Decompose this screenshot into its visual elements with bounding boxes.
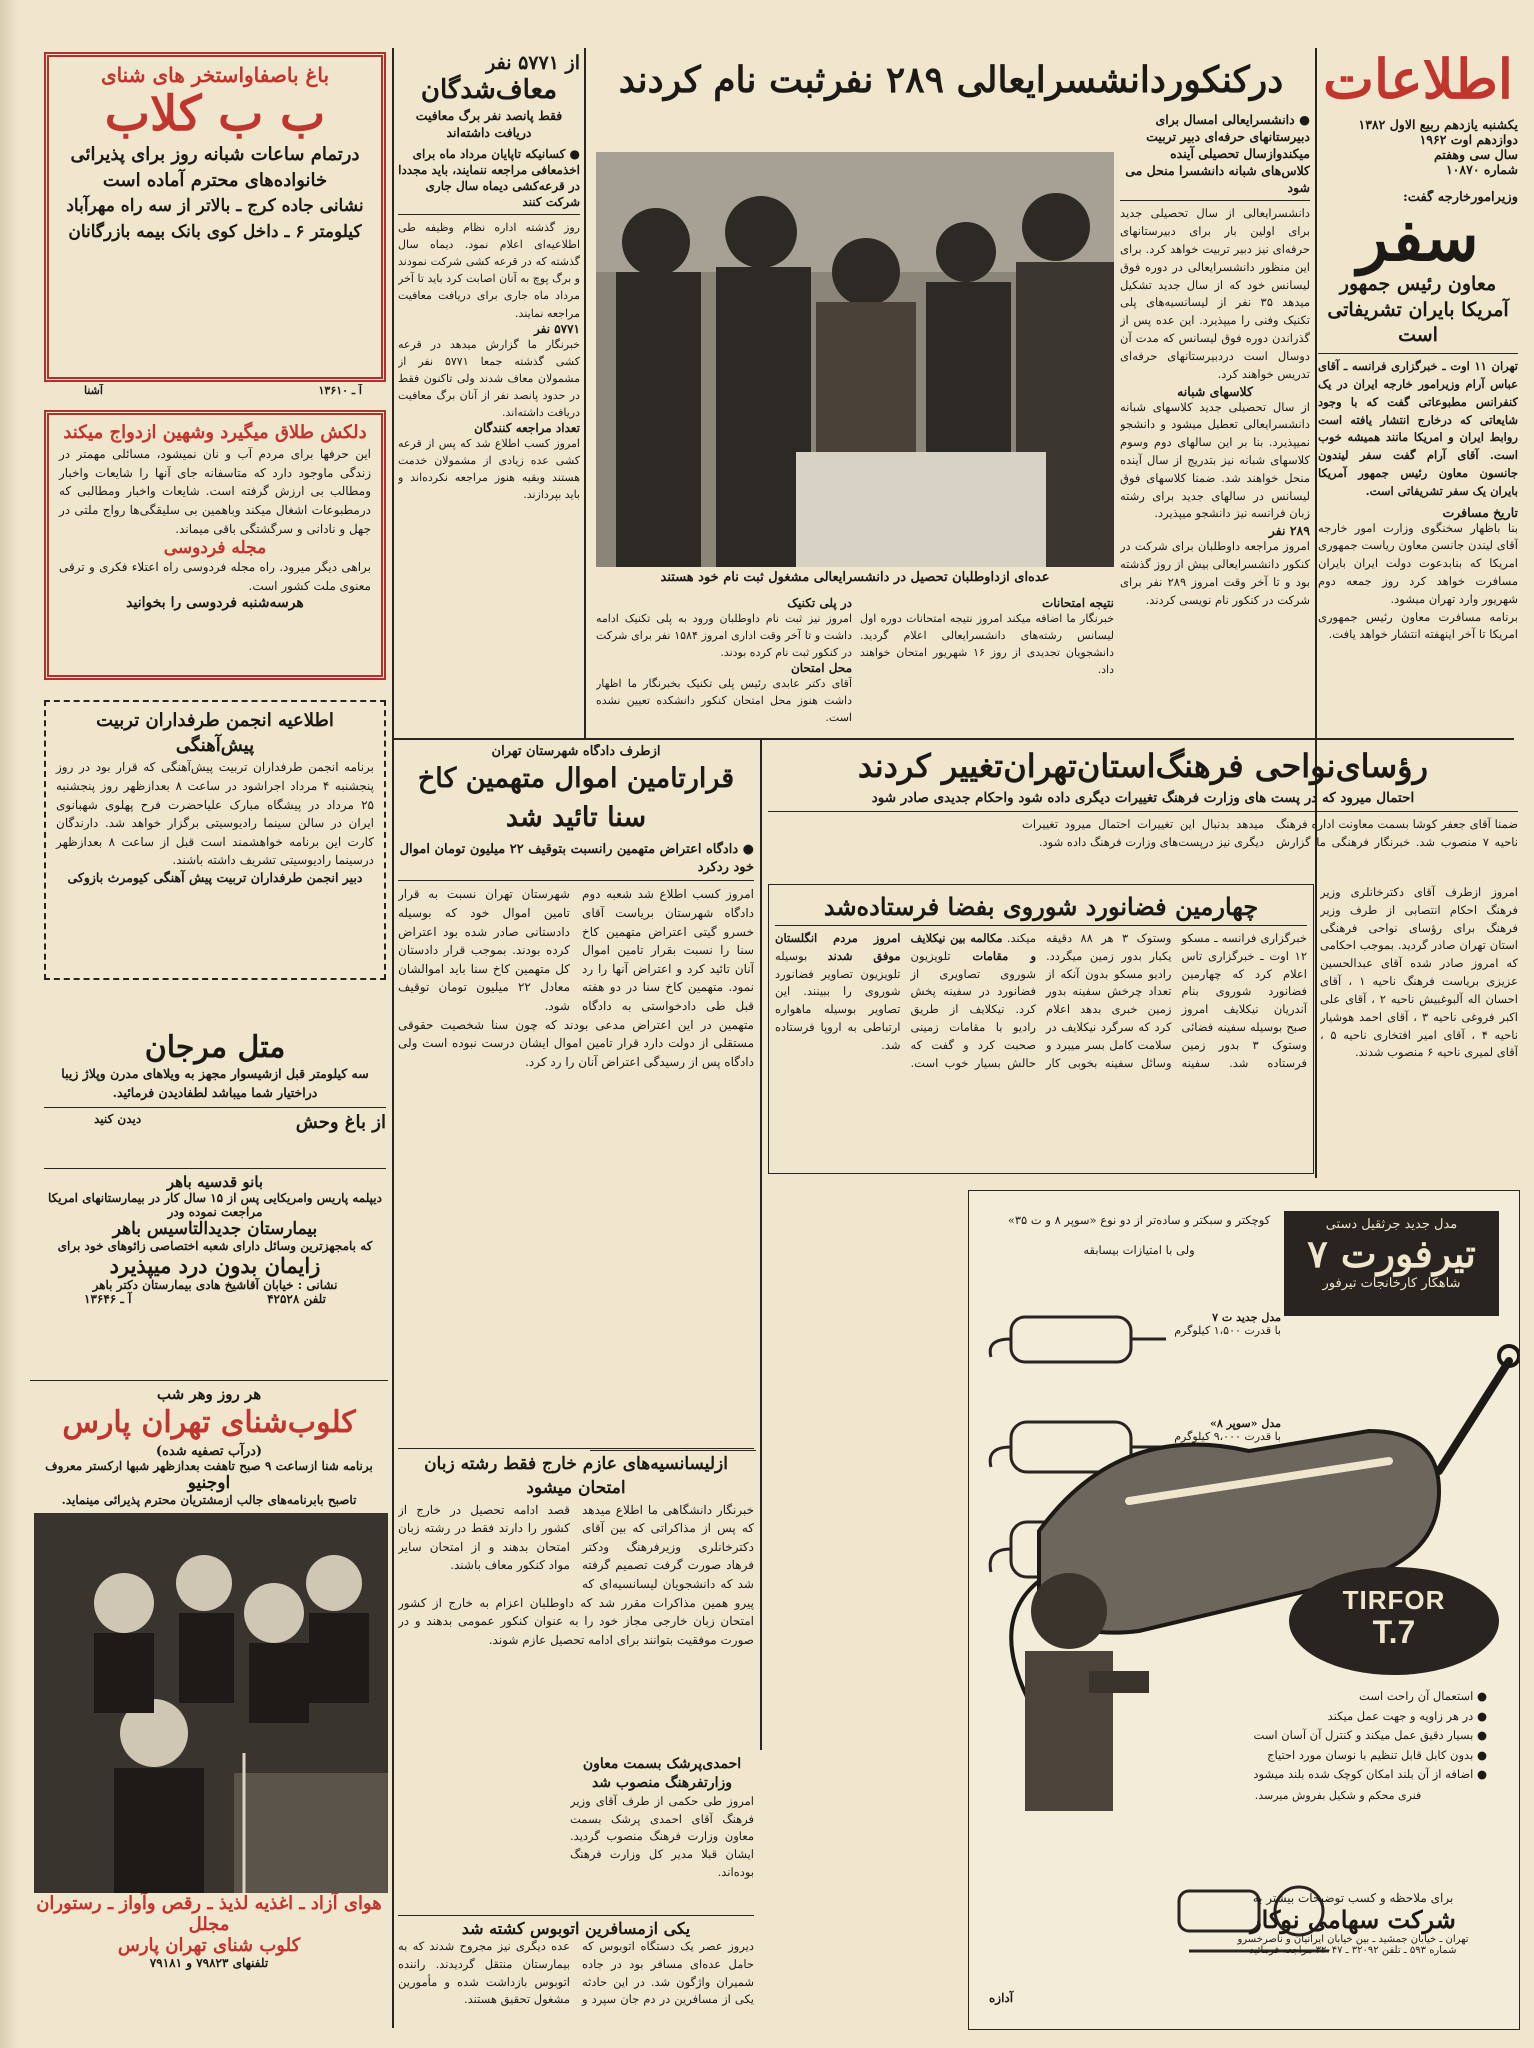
feature-item: ● اضافه از آن بلند امکان کوچک شده بلند میشود: [1173, 1765, 1487, 1785]
article-title: رؤسای‌نواحی فرهنگ‌استان‌تهران‌تغییر کردند: [857, 747, 1429, 785]
article-subhead: تعداد مراجعه کنندگان: [474, 420, 580, 435]
article-body: آقای دکتر عابدی رئیس پلی تکنیک بخبرنگار ما اظهار داشت هنوز محل امتحان کنکور دانشکده تعیین نشده است.: [596, 677, 852, 725]
article-subtitle: معاون رئیس جمهور آمریکا بایران تشریفاتی است: [1327, 273, 1509, 347]
model-code: T.7: [1372, 1614, 1416, 1650]
court-article: [398, 744, 754, 1484]
feature-item: ● بدون کابل قابل تنظیم با نوسان مورد احتیاج: [1173, 1746, 1487, 1766]
tirfor-badge: [1289, 1567, 1499, 1675]
photo-illustration: [596, 152, 1114, 567]
doctor-ad: [44, 1168, 386, 1368]
konkur-article-col3: [596, 596, 852, 736]
article-lead: ● کسانیکه تاپایان مرداد ماه برای اخذمعافی مراجعه ننمایند، باید مجددا در قرعه‌کشی دیماه سال جاری شرکت کنند: [398, 146, 580, 210]
date-line: دوازدهم اوت ۱۹۶۲: [1419, 132, 1518, 148]
article-lead: ● دادگاه اعتراض متهمین رانسبت بتوقیف ۲۲ میلیون تومان اموال خود ردکرد: [399, 842, 754, 875]
column-rule: [1315, 48, 1317, 1178]
ad-kicker: هر روز وهر شب: [156, 1385, 262, 1403]
article-body: دیروز عصر یک دستگاه اتوبوس که حامل عده‌ای مسافر بود در جاده شمیران واژگون شد. در این حادثه یکی از مسافرین در دم جان سپرد و عده دیگری نیز مجروح شدند که به بیمارستان منتقل گردیدند. راننده اتوبوس بازداشت شده و مأمورین مشغول تحقیق هستند.: [398, 1939, 754, 2007]
article-title: سفر: [1357, 201, 1479, 276]
bullet-icon: ●: [565, 146, 580, 161]
anjoman-notice: [44, 700, 386, 980]
ad-note: فنری محکم و شکیل بفروش میرسد.: [1254, 1788, 1422, 1802]
date-line: یکشنبه یازدهم ربیع الاول ۱۳۸۲: [1358, 117, 1518, 133]
motel-ad: [44, 1030, 386, 1165]
article-title: یکی ازمسافرین اتوبوس کشته شد: [461, 1919, 691, 1938]
ad-subtitle: (درآب تصفیه شده): [155, 1443, 263, 1459]
ad-line: باغ باصفاواستخر های شنای: [100, 63, 330, 87]
ad-tag: مدل جدید جرثقیل دستی: [1325, 1217, 1458, 1232]
ad-agency: آدازه: [989, 1991, 1014, 2005]
article-lead: فقط پانصد نفر برگ معافیت دریافت داشته‌اند: [415, 107, 563, 140]
tirfor-features: [1173, 1687, 1503, 1802]
divider: [30, 1380, 388, 1381]
ad-title: بانو قدسیه باهر: [166, 1173, 264, 1191]
model-item: مدل «سوپر ۸» با قدرت ۹،۰۰۰ کیلوگرم: [1174, 1417, 1281, 1443]
feature-item: ● در هر زاویه و جهت عمل میکند: [1173, 1707, 1487, 1727]
ad-phone: تلفن ۴۲۵۲۸: [267, 1292, 326, 1306]
tirfor-desc: [989, 1213, 1289, 1257]
article-title: احمدی‌پرشک بسمت معاون وزارتفرهنگ منصوب شد: [582, 1756, 742, 1791]
ad-code: آ ـ ۱۳۶۱۰: [318, 384, 362, 397]
ad-agency: آشنا: [84, 384, 103, 397]
article-subhead: محل امتحان: [790, 661, 852, 676]
article-title: ازلیسانسیه‌های عازم خارج فقط رشته زبان امتحان میشود: [424, 1454, 728, 1498]
article-title: چهارمین فضانورد شوروی بفضا فرستاده‌شد: [775, 889, 1307, 926]
date-line: سال سی وهفتم: [1433, 147, 1518, 163]
ad-subtitle: شاهکار کارخانجات تیرفور: [1322, 1275, 1461, 1291]
article-title: معاف‌شدگان: [420, 75, 558, 105]
photo-illustration: [34, 1513, 388, 1893]
ad-tagline: دیدن کنید: [94, 1111, 142, 1126]
ad-code: آ ـ ۱۳۶۴۶: [84, 1292, 132, 1306]
ad-body: ولی با امتیازات بیسابقه: [1083, 1243, 1195, 1257]
article-body: تهران ۱۱ اوت ـ خبرگزاری فرانسه ـ آقای عباس آرام وزیرامور خارجه ایران در یک کنفرانس مطبوعاتی گفت که با وجود شایعاتی که درخارج انتشار یافته است روابط ایران و امریکا مانند همیشه خوب است. آقای آرام گفت سفر لیندون جانسون معاون رئیس جمهور آمریکا بایران یک سفر تشریفاتی است.: [1318, 359, 1518, 498]
ad-title: متل مرجان: [144, 1030, 286, 1065]
column-rule: [584, 48, 586, 738]
hospital-name: بیمارستان جدیدالتاسیس باهر: [112, 1219, 318, 1239]
divider: [398, 1448, 754, 1449]
divider: [44, 1107, 386, 1108]
column-rule: [760, 740, 762, 1750]
ad-phone: تلفنهای ۷۹۸۲۳ و ۷۹۱۸۱: [149, 1955, 269, 1970]
feature-item: ● استعمال آن راحت است: [1173, 1687, 1487, 1707]
article-body: متهمین در این اعتراض مدعی بودند که چون سنا شخصیت حقوقی مستقلی از دولت دارد قرار تامین اموال ایشان درست نبوده است ولی دادگاه پس از رسیدگی اعتراض آنان را رد کرد.: [398, 1017, 754, 1069]
konkur-article-col1: [1120, 112, 1310, 722]
ad-line: درتمام ساعات شبانه روز برای پذیرائی خانواده‌های محترم آماده است: [70, 144, 360, 192]
article-body: امروز نیز ثبت نام داوطلبان ورود به پلی تکنیک ادامه داشت و تا آخر وقت اداری امروز ۱۵۸۴ نفر برای شرکت در کنکور ثبت نام کرده بودند.: [596, 612, 852, 660]
article-subhead: ۵۷۷۱ نفر: [534, 321, 580, 336]
ad-body: تاصبح بابرنامه‌های جالب ازمشتریان محترم پذیرائی مینماید.: [61, 1492, 357, 1507]
article-body: ضمنا آقای جعفر کوشا بسمت معاونت اداره فرهنگ ناحیه ۷ منصوب شد. خبرنگار فرهنگی ما گزارش میدهد بدنبال این تغییرات احتمال میرود تغییرات دیگری نیز درپست‌های وزارت فرهنگ داده شود.: [1022, 817, 1518, 849]
bagh-ad-footer: [44, 384, 386, 402]
article-kicker: ازطرف دادگاه شهرستان تهران: [491, 744, 661, 759]
article-subtitle: احتمال میرود که در پست های وزارت فرهنگ تغییرات دیگری داده شود واحکام جدیدی صادر شود: [871, 789, 1415, 806]
ahmadi-article: [570, 1755, 754, 1915]
article-title: قرارتامین اموال متهمین کاخ سنا تائید شد: [417, 763, 735, 834]
moaf-article: [398, 52, 580, 736]
ad-footer: کلوب شنای تهران پارس: [117, 1934, 301, 1956]
article-subhead: در پلی تکنیک: [787, 596, 852, 610]
ad-body: براهی دیگر میرود. راه مجله فردوسی راه اعتلاء فکری و ترقی معنوی ملت کشور است.: [59, 560, 371, 593]
article-lead: ● دانشسرایعالی امسال برای دبیرستانهای حرفه‌ای دبیر تربیت میکندوازسال تحصیلی آینده کلاس‌های شبانه دانشسرا منحل می شود: [1125, 112, 1310, 195]
issue-number: شماره ۱۰۸۷۰: [1445, 162, 1518, 178]
article-body: خبرنگار دانشگاهی ما اطلاع میدهد که پس از مذاکراتی که بین آقای دکترخانلری وزیرفرهنگ ودکتر فرهاد صورت گرفت تصمیم گرفته شد که دانشجویان لیسانسیه‌ای که قصد ادامه تحصیل در خارج از کشور را دارند فقط در رشته زبان امتحان بدهند و از امتحان سایر مواد کنکور معاف باشند.: [398, 1502, 754, 1591]
divider: [768, 811, 1518, 812]
top-headline: درکنکوردانشسرایعالی ۲۸۹ نفرثبت نام کردند: [618, 59, 1284, 101]
article-body: خبرنگار ما اضافه میکند امروز نتیجه امتحانات دوره اول لیسانس رشته‌های دانشسرایعالی اعلام گردید. دانشجویان تجدیدی از روز ۱۶ شهریور امتحان خواهند داد.: [860, 612, 1114, 677]
ad-address: نشانی جاده کرج ـ بالاتر از سه راه مهرآباد کیلومتر ۶ ـ داخل کوی بانک بیمه بازرگانان: [66, 196, 364, 242]
article-body: از سال تحصیلی جدید کلاسهای شبانه دانشسرایعالی تعطیل میشود و دانشجو نمیپذیرد. بنا بر این سالهای دوم وسوم کلاسهای شبانه نیز بتدریج از سال آینده منحل خواهند شد. ضمنا کلاسهای فوق لیسانس در سالهای جدید برای رشته زبان فرانسه نیز دانشجو میپذیرد.: [1120, 399, 1310, 521]
article-body: خبرنگار ما گزارش میدهد در قرعه کشی گذشته جمعا ۵۷۷۱ نفر از مشمولان معاف شدند ولی تاکنون فقط در حدود پانصد نفر از آنان برگ معافیت دریافت داشته‌اند.: [398, 337, 580, 419]
roasa-article-col: [1320, 884, 1518, 1184]
article-body: خبرگزاری فرانسه ـ مسکو ۱۲ اوت ـ خبرگزاری تاس اعلام کرد که چهارمین فضانورد شوروی بنام آندریان نیکلایف امروز صبح بوسیله سفینه فضائی وستوک ۳ بدور زمین فرستاده شد. سفینه وستوک ۳ هر ۸۸ دقیقه یکبار بدور زمین میگردد. رادیو مسکو بدون آنکه از تعداد چرخش سفینه بدور زمین خبری بدهد اعلام کرد که سرگرد نیکلایف در سلامت کامل بسر میبرد و وسائل سفینه بخوبی کار میکند. مکالمه بین نیکلایف و مقامات تلویزیون شوروی تصاویری از فضانورد در سفینه پخش کرد. نیکلایف از طریق رادیو با مقامات زمینی صحبت کرد و گفت که حالش بسیار خوب است. امروز مردم انگلستان موفق شدند بوسیله تلویزیون تصاویر فضانورد شوروی را ببینند. این تصاویر بوسیله ماهواره ارتباطی به اروپا فرستاده شد.: [775, 931, 1307, 1070]
company-name: شرکت سهامی نوکار: [1250, 1905, 1456, 1934]
bullet-icon: ●: [738, 842, 754, 858]
tirfor-ad: [968, 1190, 1520, 2030]
roasa-article: [768, 744, 1518, 884]
space-article: [768, 884, 1314, 1174]
article-body: روز گذشته اداره نظام وظیفه طی اطلاعیه‌ای اعلام نمود. دیماه سال گذشته که در قرعه کشی شرکت نمودند و برگ پوچ به آنان اصابت کرد باید تا آخر مرداد ماه جاری برای دریافت معافیت مراجعه نمایند.: [398, 221, 580, 320]
company-phone: شماره ۵۹۳ ـ تلفن ۳۲۰۹۲ ـ ۳۲۰۴۷ مراجعه فرمائید: [1249, 1945, 1457, 1956]
article-body: پیرو همین مذاکرات مقرر شد که داوطلبان اعزام به خارج از کشور امتحان زبان خارجی مجاز خود را به عنوان کنکور عمومی بدهند و در صورت موفقیت بتوانند برای ادامه تحصیل عازم شوند.: [398, 1595, 754, 1647]
newspaper-logo: اطلاعات: [1323, 50, 1513, 111]
ad-title: تیرفورت ۷: [1307, 1231, 1476, 1276]
brand-name: TIRFOR: [1342, 1585, 1446, 1615]
article-body: امروز کسب اطلاع شد شعبه دوم دادگاه شهرستان بریاست آقای خسرو گیتی اعتراض متهمین کاخ سنا را نسبت بقرار تامین اموال آنان تائید کرد و اعتراض آنها را رد نمود. متهمین کاخ سنا در دو هفته قبل طی دادخواستی به دادگاه شهرستان تهران نسبت به قرار تامین اموال خود که بوسیله دادستانی صادر شده بود اعتراض کرده بودند. بموجب قرار دادستان کل متهمین کاخ سنا باید اموالشان معادل ۲۲ میلیون تومان توقیف شود.: [398, 887, 754, 1013]
bullet-icon: ●: [1294, 112, 1310, 127]
club-ad: [30, 1380, 388, 2020]
notice-title: اطلاعیه انجمن طرفداران تربیت پیش‌آهنگی: [96, 710, 334, 757]
ad-address: نشانی : خیابان آقاشیخ هادی بیمارستان دکتر باهر: [92, 1278, 338, 1292]
ad-brand: ب ب کلاب: [104, 86, 326, 142]
divider: [398, 214, 580, 215]
students-registration-photo: [596, 152, 1114, 567]
article-body: امروز کسب اطلاع شد که پس از قرعه کشی عده زیادی از مشمولان خدمت هستند وبقیه هنوز مراجعه نکرده‌اند و باید بپردازند.: [398, 436, 580, 501]
divider: [398, 880, 754, 881]
notice-body: برنامه انجمن طرفداران تربیت پیش‌آهنگی که قرار بود در روز پنجشنبه ۴ مرداد اجراشود در ساعت ۸ بعدازظهر روز پنجشنبه ۲۵ مرداد در پیشگاه مبارک علیاحضرت فرح پهلوی شهبانوی ایران در سالن سینما رادیوسیتی برگزار خواهد شد. دارندگان کارت این برنامه خواهشمند است قبل از ساعت ۸ بعدازظهر درسینما رادیوسیتی تشریف داشته باشند.: [56, 760, 374, 868]
konkur-article-col2: [860, 596, 1114, 736]
feature-list: [1173, 1687, 1503, 1785]
divider: [44, 1168, 386, 1169]
feature-item: ● بسیار دقیق عمل میکند و کنترل آن آسان است: [1173, 1726, 1487, 1746]
article-body: امروز ازطرف آقای دکترخانلری وزیر فرهنگ احکام انتصابی از طرف وزیر فرهنگ برای رؤسای نواحی فرهنگی استان تهران صادر گردید. بموجب احکامی که امروز صادر شده آقای عبدالحسین عزیزی بریاست فرهنگ ناحیه ۱ ، آقای احسان اله آلبوغبیش ناحیه ۲ ، آقای علی اکبر فروغی ناحیه ۳ ، آقای احمد هوشیار ناحیه ۴ ، آقای امیر افتخاری ناحیه ۵ ، آقای لمیری ناحیه ۶ منصوب شدند.: [1320, 885, 1518, 1060]
contact-lead: برای ملاحظه و کسب توضیحات بیشتر به: [1252, 1891, 1454, 1905]
talaq-ad: [44, 410, 386, 680]
notice-signature: دبیر انجمن طرفداران تربیت پیش آهنگی کیومرث بازوکی: [67, 869, 363, 885]
divider: [1318, 353, 1518, 354]
ad-footer: هرسه‌شنبه فردوسی را بخوانید: [126, 595, 304, 612]
article-subhead: کلاسهای شبانه: [1177, 383, 1253, 399]
photo-caption: عده‌ای ازداوطلبان تحصیل در دانشسرایعالی مشغول ثبت نام خود هستند: [660, 570, 1050, 585]
ad-body: که بامجهزترین وسائل دارای شعبه اختصاصی زائوهای خود برای: [57, 1239, 373, 1253]
article-subhead: ۲۸۹ نفر: [1268, 523, 1310, 539]
orchestra-name: اوجنیو: [187, 1472, 231, 1493]
ad-body: دیپلمه پاریس وامریکایی پس از ۱۵ سال کار در بیمارستانهای امریکا مراجعت نموده ودر: [47, 1191, 382, 1219]
ad-body: برنامه شنا ازساعت ۹ صبح تاهفت بعدازظهر شبها ارکستر معروف: [45, 1458, 373, 1473]
worker-illustration: [989, 1551, 1149, 1811]
column-rule: [392, 48, 394, 2028]
article-body: امروز طی حکمی از طرف آقای وزیر فرهنگ آقای احمدی پرشک بسمت معاون وزارت فرهنگ منصوب گردید. ایشان قبلا مدیر کل وزارت فرهنگ بوده‌اند.: [570, 1793, 754, 1880]
safar-article: [1318, 190, 1518, 750]
ad-footer: هوای آزاد ـ اغذیه لذیذ ـ رقص وآواز ـ رستوران مجلل: [36, 1892, 382, 1935]
bagh-ad: [44, 52, 386, 382]
orchestra-photo: [34, 1513, 388, 1893]
article-kicker: از ۵۷۷۱ نفر: [486, 52, 580, 74]
article-subhead: تاریخ مسافرت: [1442, 504, 1518, 520]
divider: [1120, 200, 1310, 201]
ad-body: این حرفها برای مردم آب و نان نمیشود، مسائلی مهمتر در زندگی ماوجود دارد که متاسفانه جای آنها را شایعات واخبار ومطالب بی ارزش گرفته است. شایعات واخبار ومطالبی که درمطبوعات اشغال میکند وباهمین بی سلیقگی‌ها رواج ملتی در جهل و نادانی و سرگشتگی باقی میماند.: [59, 447, 371, 536]
ad-body: سه کیلومتر قبل ازشیسوار مجهز به ویلاهای مدرن وپلاژ زیبا دراختیار شما میباشد لطفادیدن فرمائید.: [61, 1066, 369, 1100]
ad-tagline: زایمان بدون درد میپذیرد: [109, 1253, 321, 1278]
article-kicker: وزیرامورخارجه گفت:: [1402, 190, 1518, 205]
lisans-article-text: [398, 1448, 754, 1748]
tirfor-contact: [1203, 1891, 1503, 1956]
ad-tagline: از باغ وحش: [295, 1111, 386, 1133]
article-body: امروز مراجعه داوطلبان برای شرکت در کنکور دانشسرایعالی بیش از روز گذشته بود و تا آخر وقت امروز ۲۸۹ نفر برای شرکت در کنکور نام نویسی کردند.: [1120, 539, 1310, 607]
bus-article: [398, 1915, 754, 2025]
model-item: مدل جدید ت ۷ با قدرت ۱،۵۰۰ کیلوگرم: [1174, 1311, 1281, 1337]
ad-subtitle: مجله فردوسی: [163, 538, 267, 559]
article-body: دانشسرایعالی از سال تحصیلی جدید برای اولین بار برای دبیرستانهای حرفه‌ای نیز دبیر تربیت خواهد کرد. برای این منظور دانشسرایعالی در دوره فوق لیسانس خود که از سال جدید تشکیل میدهد ۳۵ نفر از لیسانسیه‌های پلی تکنیک وفنی را میپذیرد. این عده پس از گذراندن دوره فوق لیسانس که مدت آن دوسال است دردبیرستانهای حرفه‌ای تدریس خواهند کرد.: [1120, 206, 1310, 381]
ad-body: کوچکتر و سبکتر و ساده‌تر از دو نوع «سوپر ۸ و ت ۳۵»: [1007, 1213, 1271, 1227]
article-subhead: نتیجه امتحانات: [1041, 596, 1114, 610]
divider: [398, 1915, 754, 1916]
ad-title: کلوب‌شنای تهران‌ پارس: [62, 1405, 356, 1440]
article-body: برنامه مسافرت معاون رئیس جمهوری امریکا تا آخر اینهفته انتشار خواهد یافت.: [1318, 609, 1518, 642]
company-address: تهران ـ خیابان جمشید ـ بین خیابان ایرانیان و ناصرخسرو: [1237, 1934, 1469, 1945]
ad-title: دلکش طلاق میگیرد وشهین ازدواج میکند: [63, 422, 367, 443]
article-body: بنا باظهار سخنگوی وزارت امور خارجه آقای لیندن جانسن معاون ریاست جمهوری امریکا که بنابدعوت دولت ایران بایران مسافرت خواهد کرد روز جمعه دوم شهریور وارد تهران میشود.: [1318, 520, 1518, 606]
page-edge: [0, 0, 18, 2048]
